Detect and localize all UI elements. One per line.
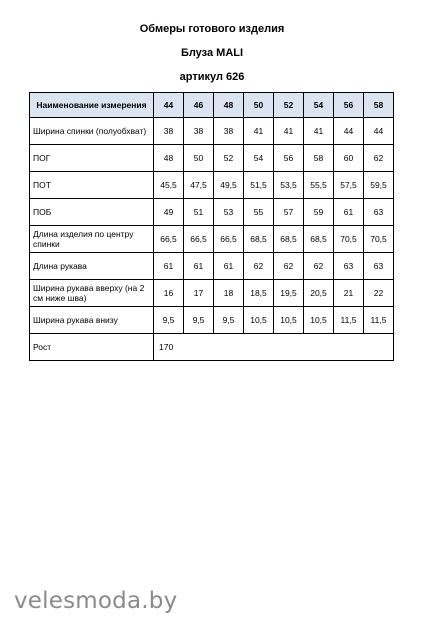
table-cell: 62 [244, 253, 274, 280]
row-label: Ширина рукава внизу [30, 307, 154, 334]
table-cell: 20,5 [304, 280, 334, 307]
table-cell: 51,5 [244, 172, 274, 199]
table-cell: 21 [334, 280, 364, 307]
table-cell: 10,5 [304, 307, 334, 334]
table-cell: 19,5 [274, 280, 304, 307]
table-cell: 41 [274, 118, 304, 145]
row-label: ПОБ [30, 199, 154, 226]
table-cell: 60 [334, 145, 364, 172]
column-header-size: 48 [214, 93, 244, 118]
table-cell: 44 [334, 118, 364, 145]
table-row [30, 307, 394, 334]
column-header-size: 50 [244, 93, 274, 118]
article-number: артикул 626 [179, 71, 245, 83]
table-cell: 48 [154, 145, 184, 172]
table-cell: 62 [274, 253, 304, 280]
column-header-size: 52 [274, 93, 304, 118]
table-cell: 59,5 [364, 172, 394, 199]
height-value: 170 [154, 334, 394, 361]
table-cell: 9,5 [214, 307, 244, 334]
table-cell: 38 [184, 118, 214, 145]
table-cell: 62 [304, 253, 334, 280]
column-header-size: 58 [364, 93, 394, 118]
table-cell: 62 [364, 145, 394, 172]
table-cell: 57 [274, 199, 304, 226]
table-cell: 55 [244, 199, 274, 226]
table-cell: 63 [334, 253, 364, 280]
table-cell: 47,5 [184, 172, 214, 199]
table-row [30, 145, 394, 172]
table-cell: 61 [334, 199, 364, 226]
table-cell: 38 [214, 118, 244, 145]
table-row-height [30, 334, 394, 361]
table-cell: 16 [154, 280, 184, 307]
table-cell: 70,5 [364, 226, 394, 253]
table-cell: 68,5 [304, 226, 334, 253]
table-cell: 57,5 [334, 172, 364, 199]
table-cell: 9,5 [184, 307, 214, 334]
table-cell: 44 [364, 118, 394, 145]
table-cell: 53,5 [274, 172, 304, 199]
table-row [30, 199, 394, 226]
table-cell: 63 [364, 199, 394, 226]
table-cell: 45,5 [154, 172, 184, 199]
table-header-row [30, 93, 394, 118]
row-label: Длина рукава [30, 253, 154, 280]
table-cell: 52 [214, 145, 244, 172]
table-row [30, 172, 394, 199]
table-cell: 10,5 [244, 307, 274, 334]
table-cell: 63 [364, 253, 394, 280]
table-cell: 61 [154, 253, 184, 280]
row-label: ПОТ [30, 172, 154, 199]
table-cell: 11,5 [364, 307, 394, 334]
table-cell: 10,5 [274, 307, 304, 334]
watermark: velesmoda.by [14, 588, 178, 614]
measurements-table [29, 92, 394, 361]
table-cell: 18,5 [244, 280, 274, 307]
table-cell: 61 [184, 253, 214, 280]
table-row [30, 118, 394, 145]
table-cell: 56 [274, 145, 304, 172]
table-cell: 18 [214, 280, 244, 307]
table-cell: 66,5 [184, 226, 214, 253]
table-cell: 59 [304, 199, 334, 226]
table-cell: 66,5 [154, 226, 184, 253]
column-header-size: 46 [184, 93, 214, 118]
table-cell: 38 [154, 118, 184, 145]
table-row [30, 280, 394, 307]
table-cell: 68,5 [244, 226, 274, 253]
table-cell: 41 [304, 118, 334, 145]
table-cell: 50 [184, 145, 214, 172]
table-cell: 55,5 [304, 172, 334, 199]
table-cell: 11,5 [334, 307, 364, 334]
row-label: Рост [30, 334, 154, 361]
column-header-size: 44 [154, 93, 184, 118]
table-cell: 53 [214, 199, 244, 226]
table-cell: 70,5 [334, 226, 364, 253]
table-cell: 22 [364, 280, 394, 307]
row-label: ПОГ [30, 145, 154, 172]
table-cell: 54 [244, 145, 274, 172]
column-header-name: Наименование измерения [30, 93, 154, 118]
table-cell: 49,5 [214, 172, 244, 199]
table-row [30, 226, 394, 253]
table-cell: 17 [184, 280, 214, 307]
column-header-size: 54 [304, 93, 334, 118]
table-cell: 58 [304, 145, 334, 172]
table-cell: 41 [244, 118, 274, 145]
product-name: Блуза MALI [180, 47, 244, 59]
row-label: Длина изделия по центру спинки [30, 226, 154, 253]
table-cell: 61 [214, 253, 244, 280]
table-cell: 9,5 [154, 307, 184, 334]
table-cell: 49 [154, 199, 184, 226]
column-header-size: 56 [334, 93, 364, 118]
table-cell: 68,5 [274, 226, 304, 253]
row-label: Ширина спинки (полуобхват) [30, 118, 154, 145]
row-label: Ширина рукава вверху (на 2 см ниже шва) [30, 280, 154, 307]
table-cell: 51 [184, 199, 214, 226]
table-cell: 66,5 [214, 226, 244, 253]
table-row [30, 253, 394, 280]
document-title: Обмеры готового изделия [139, 23, 285, 35]
